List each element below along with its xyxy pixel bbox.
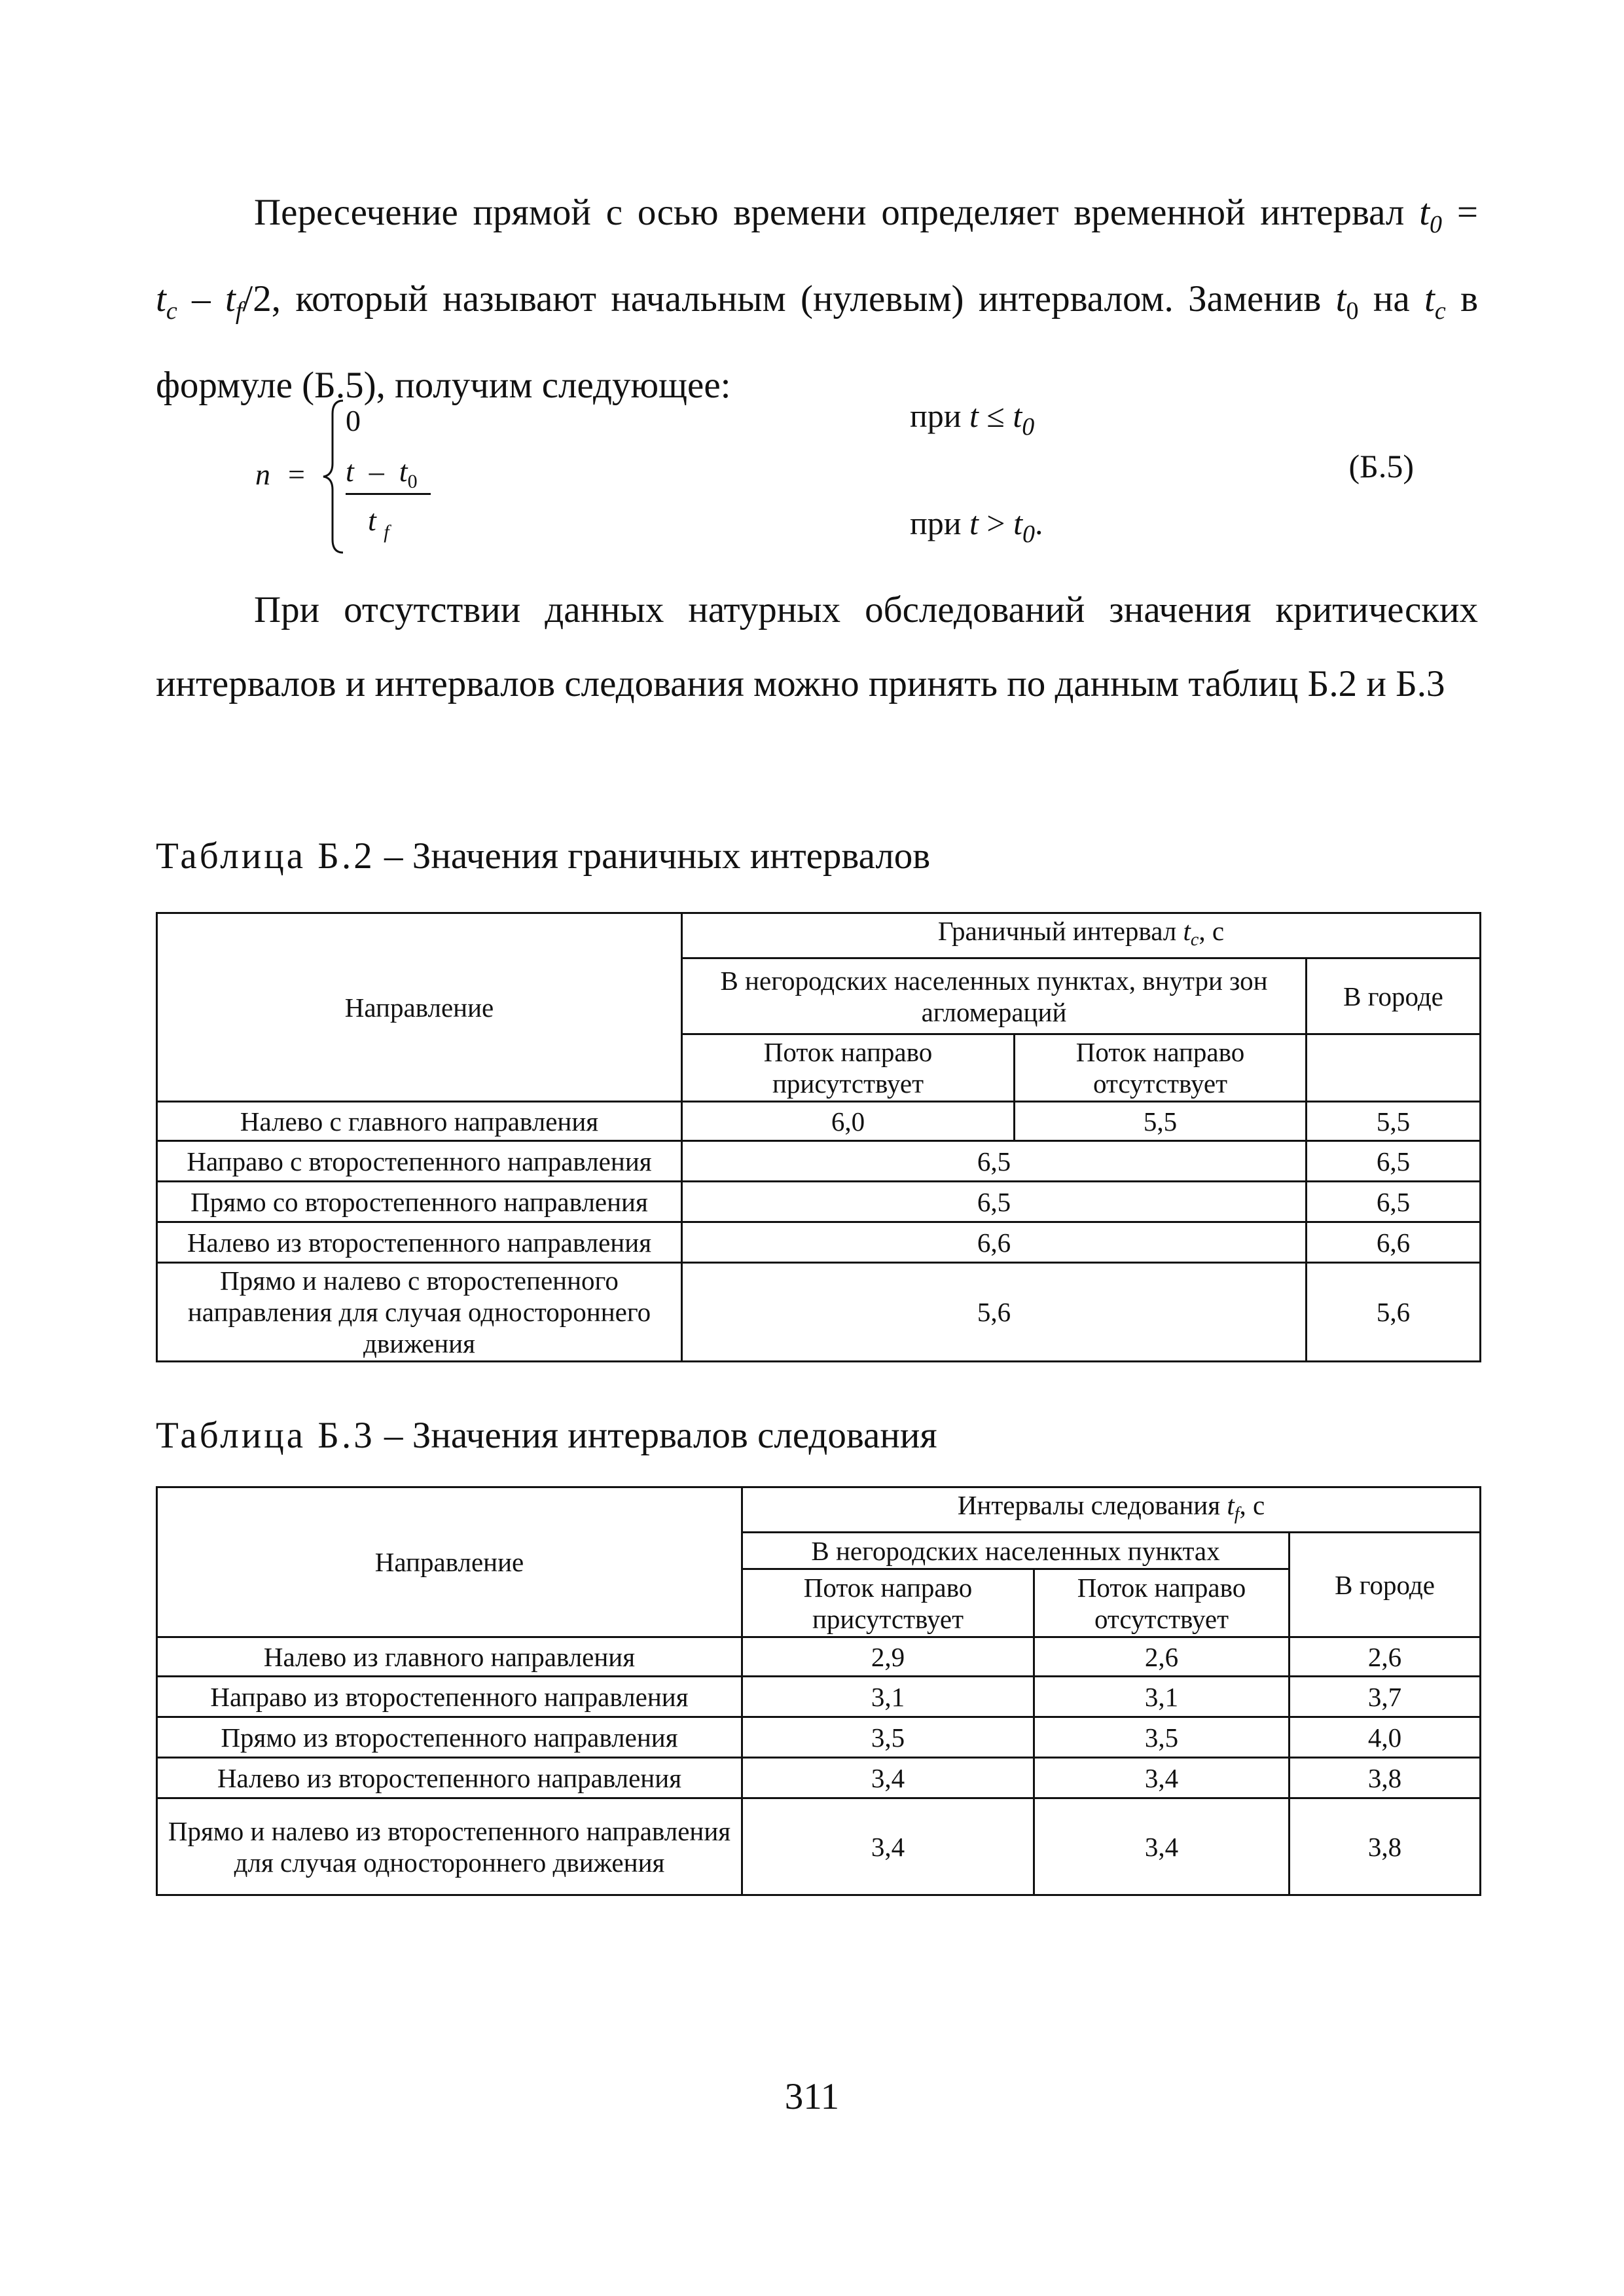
table-b3-caption: Таблица Б.3 – Значения интервалов следования	[156, 1415, 937, 1456]
row-direction: Прямо со второстепенного направления	[157, 1182, 682, 1222]
cell-present: 3,4	[742, 1758, 1034, 1798]
cell-city: 3,7	[1290, 1677, 1481, 1717]
cell-city: 6,5	[1307, 1182, 1481, 1222]
cell-merged: 6,5	[682, 1182, 1307, 1222]
cell-absent: 3,5	[1034, 1717, 1290, 1758]
cell-present: 3,4	[742, 1798, 1034, 1895]
formula-number: (Б.5)	[1348, 448, 1414, 484]
header-nonurban: В негородских населенных пунктах, внутри зон агломераций	[682, 958, 1307, 1034]
header-city: В городе	[1307, 958, 1481, 1034]
cell-city: 6,5	[1307, 1141, 1481, 1182]
row-direction: Налево с главного направления	[157, 1102, 682, 1141]
row-direction: Налево из второстепенного направления	[157, 1758, 742, 1798]
header-right-flow-absent: Поток направо отсутствует	[1034, 1569, 1290, 1637]
cell-merged: 5,6	[682, 1263, 1307, 1362]
cell-city: 5,6	[1307, 1263, 1481, 1362]
header-city: В городе	[1290, 1533, 1481, 1637]
table-b2	[156, 912, 1481, 1362]
cell-city: 6,6	[1307, 1222, 1481, 1263]
row-direction: Налево из второстепенного направления	[157, 1222, 682, 1263]
cell-absent: 2,6	[1034, 1637, 1290, 1677]
cell-city: 3,8	[1290, 1758, 1481, 1798]
header-direction: Направление	[157, 1487, 742, 1637]
intro-line-2: $t_c - t_f/2$, который называют начальным (нулевым) интервалом. Заменив $t_0$ на $t_c$ в	[156, 278, 1479, 325]
cell-merged: 6,6	[682, 1222, 1307, 1263]
case-2-numerator: t – $t_0$	[346, 454, 418, 492]
row-direction: Прямо и налево из второстепенного направления для случая одностороннего движения	[157, 1798, 742, 1895]
paragraph-2: При отсутствии данных натурных обследований значения критических интервалов и интервалов следования можно принять по данным таблиц Б.2 и Б.3	[156, 589, 1478, 704]
condition-2: при $t > t_0$.	[910, 505, 1043, 548]
row-direction: Направо с второстепенного направления	[157, 1141, 682, 1182]
row-direction: Прямо из второстепенного направления	[157, 1717, 742, 1758]
intro-paragraph	[156, 175, 1478, 422]
curly-brace	[321, 398, 347, 555]
formula-b5	[249, 392, 1479, 562]
header-following-interval: Интервалы следования tf, с	[742, 1487, 1481, 1533]
cell-absent: 3,4	[1034, 1758, 1290, 1798]
table-b3	[156, 1486, 1481, 1896]
cell-present: 3,5	[742, 1717, 1034, 1758]
header-empty	[1307, 1034, 1481, 1102]
cell-city: 3,8	[1290, 1798, 1481, 1895]
row-direction: Направо из второстепенного направления	[157, 1677, 742, 1717]
header-right-flow-present: Поток направо присутствует	[742, 1569, 1034, 1637]
case-2-denominator: t $_f$	[368, 503, 389, 543]
cell-absent: 3,4	[1034, 1798, 1290, 1895]
cell-present: 6,0	[682, 1102, 1015, 1141]
cell-city: 4,0	[1290, 1717, 1481, 1758]
header-right-flow-present: Поток направо присутствует	[682, 1034, 1015, 1102]
intro-line-1: Пересечение прямой с осью времени определяет временной интервал $t_0$ =	[254, 192, 1479, 238]
cell-city: 2,6	[1290, 1637, 1481, 1677]
intro-line-3: формуле (Б.5), получим следующее:	[156, 365, 731, 406]
page-number: 311	[784, 2076, 840, 2117]
condition-1: при $t \le t_0$	[910, 397, 1035, 441]
formula-lhs: n	[255, 458, 270, 491]
header-boundary-interval: Граничный интервал tc, с	[682, 913, 1481, 958]
table-b2-caption: Таблица Б.2 – Значения граничных интервалов	[156, 835, 931, 877]
cell-present: 2,9	[742, 1637, 1034, 1677]
header-direction: Направление	[157, 913, 682, 1102]
fraction-bar	[346, 493, 431, 495]
cell-absent: 5,5	[1015, 1102, 1307, 1141]
row-direction: Прямо и налево с второстепенного направления для случая одностороннего движения	[157, 1263, 682, 1362]
case-1-value: 0	[346, 404, 361, 437]
row-direction: Налево из главного направления	[157, 1637, 742, 1677]
cell-city: 5,5	[1307, 1102, 1481, 1141]
cell-merged: 6,5	[682, 1141, 1307, 1182]
header-nonurban: В негородских населенных пунктах	[742, 1533, 1290, 1569]
formula-equals: =	[288, 458, 305, 491]
header-right-flow-absent: Поток направо отсутствует	[1015, 1034, 1307, 1102]
cell-absent: 3,1	[1034, 1677, 1290, 1717]
cell-present: 3,1	[742, 1677, 1034, 1717]
